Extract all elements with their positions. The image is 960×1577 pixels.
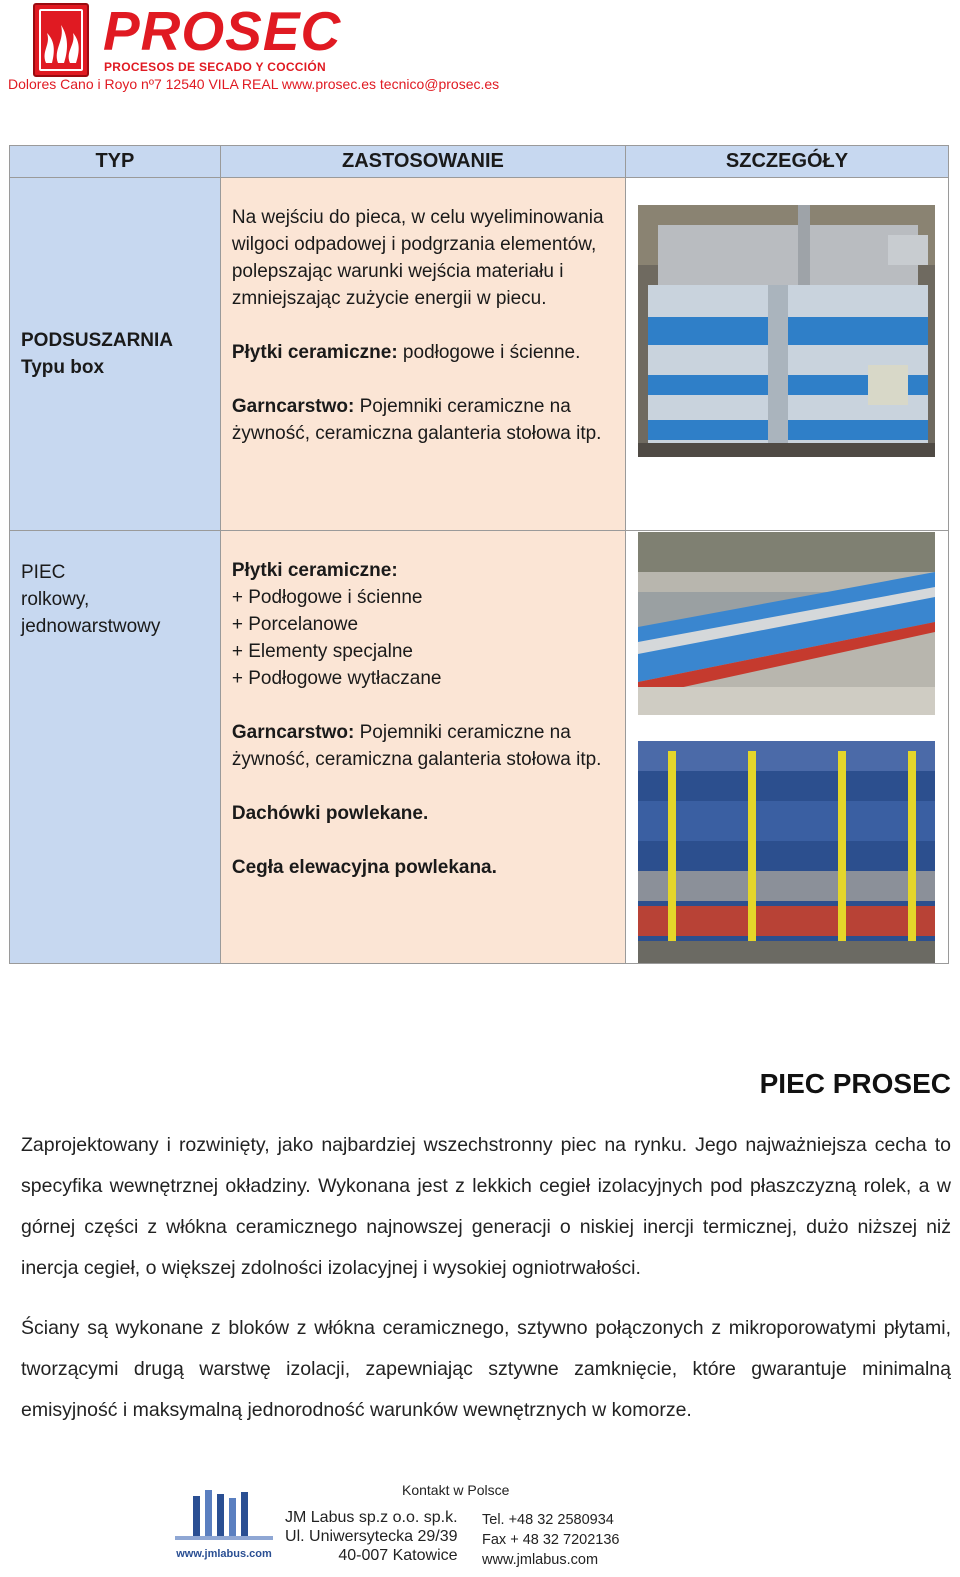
header-zastosowanie: ZASTOSOWANIE — [220, 146, 625, 178]
pottery-line: Garncarstwo: Pojemniki ceramiczne na żywność, ceramiczna galanteria stołowa itp. — [231, 396, 602, 444]
list-item: + Podłogowe wytłaczane — [231, 668, 442, 689]
section-paragraph-2: Ściany są wykonane z bloków z włókna ceramicznego, sztywno połączonych z mikroporowatymi płytami, tworzącymi drugą warstwę izolacji, zapewniając sztywne zamknięcie, które gwarantuje minimalną emisyjność i maksymalną jednorodność warunków wewnętrznych w komorze. — [21, 1317, 951, 1421]
jmlabus-logo — [175, 1488, 273, 1560]
product-table — [9, 145, 949, 964]
application-cell — [220, 178, 625, 531]
application-cell — [220, 531, 625, 964]
list-item: + Podłogowe i ścienne — [231, 587, 423, 608]
partner-company: JM Labus sp.z o.o. sp.k. — [285, 1509, 458, 1526]
tiles-label: Płytki ceramiczne: — [231, 560, 398, 581]
type-name: PIEC — [21, 562, 66, 583]
brick-line: Cegła elewacyjna powlekana. — [231, 857, 497, 878]
partner-address — [285, 1508, 458, 1565]
tiles-line: Płytki ceramiczne: podłogowe i ścienne. — [231, 342, 581, 363]
type-name: PODSUSZARNIA — [21, 330, 174, 351]
table-row — [10, 178, 949, 531]
type-cell — [10, 531, 221, 964]
roller-kiln-photo — [638, 532, 935, 715]
brand-name: PROSEC — [103, 0, 342, 62]
tiles-list — [232, 557, 615, 692]
partner-street: Ul. Uniwersytecka 29/39 — [285, 1528, 458, 1545]
list-item: + Elementy specjalne — [231, 641, 413, 662]
header-typ: TYP — [10, 146, 221, 178]
header-szczegoly: SZCZEGÓŁY — [626, 146, 949, 178]
jmlabus-logo-text: www.jmlabus.com — [176, 1548, 272, 1560]
partner-tel: Tel. +48 32 2580934 — [482, 1512, 614, 1528]
pottery-line: Garncarstwo: Pojemniki ceramiczne na żywność, ceramiczna galanteria stołowa itp. — [231, 722, 602, 770]
partner-contacts — [482, 1510, 619, 1570]
section-title: PIEC PROSEC — [759, 1068, 951, 1099]
type-cell — [10, 178, 221, 531]
table-header-row — [10, 146, 949, 178]
brand-tagline: PROCESOS DE SECADO Y COCCIÓN — [104, 60, 326, 74]
contact-heading: Kontakt w Polsce — [402, 1482, 510, 1498]
partner-city: 40-007 Katowice — [338, 1547, 458, 1564]
type-subname: Typu box — [21, 357, 105, 378]
partner-web[interactable]: www.jmlabus.com — [482, 1552, 599, 1568]
section-paragraph-1: Zaprojektowany i rozwinięty, jako najbardziej wszechstronny piec na rynku. Jego najważniejsza cecha to specyfika wewnętrznej okładziny. Wykonana jest z lekkich cegieł izolacyjnych pod płaszczyzną rolek, a w górnej części z włókna ceramicznego najnowszej generacji o niskiej inercji termicznej, dużo niższej niż inercja cegieł, o większej zdolności izolacyjnej i wysokiej ogniotrwałości. — [21, 1134, 951, 1279]
flame-logo-icon — [35, 5, 87, 75]
details-cell — [626, 178, 949, 531]
partner-fax: Fax + 48 32 7202136 — [482, 1532, 620, 1548]
company-address: Dolores Cano i Royo nº7 12540 VILA REAL www.prosec.es tecnico@prosec.es — [8, 76, 500, 92]
details-cell — [626, 531, 949, 964]
list-item: + Porcelanowe — [231, 614, 359, 635]
kiln-burners-photo — [638, 741, 935, 963]
type-subname-2: jednowarstwowy — [21, 616, 161, 637]
prosec-logo — [33, 3, 89, 77]
box-dryer-photo — [638, 205, 935, 457]
application-intro: Na wejściu do pieca, w celu wyeliminowania wilgoci odpadowej i podgrzania elementów, polepszając warunki wejścia materiału i zmniejszając zużycie energii w piecu. — [231, 207, 604, 309]
type-subname: rolkowy, — [21, 589, 90, 610]
table-row — [10, 531, 949, 964]
roof-tiles-line: Dachówki powlekane. — [231, 803, 429, 824]
